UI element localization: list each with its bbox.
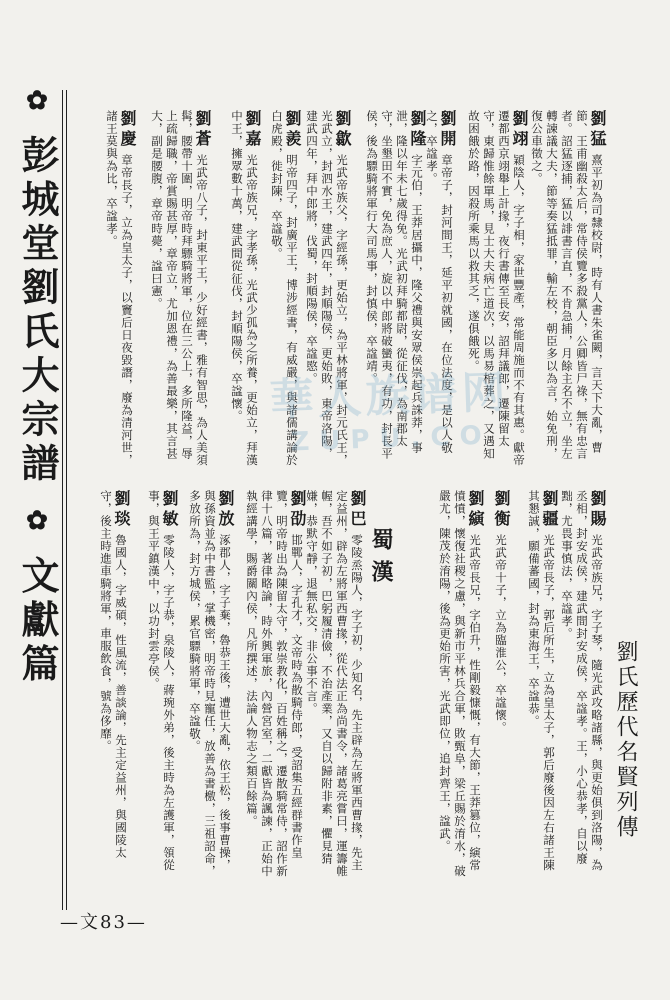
bio-surname: 劉 (243, 110, 262, 130)
bio-text: 章帝長子，立為皇太子，以竇后日夜毀譖，廢為清河世，諸王莫與為比，卒諡孝。 (105, 110, 134, 467)
bio-name: 縯 (466, 510, 485, 534)
bio-liu-yan2 (98, 490, 129, 880)
bio-surname: 劉 (438, 110, 457, 130)
bio-text: 光武帝族父，字經孫，更始立，為平林將軍，封元氏王，光武立，封泗水王，建武四年，封順陽侯，更始敗，東帝洛陽，建武四年，拜中郎將，伐蜀，封順陽侯，卒諡愍。 (305, 110, 349, 467)
bio-text: 穎陰人，字子相，家世豐產，常能周施而不有其惠。獻帝遷都西京翊舉上計掾，夜行書傳至長安，詔拜議郎，遷陳留太守，東歸惟餘單馬，見士大夫病亡道次，以馬易棺葬之，又遇知故困餓於路，因殺所乘馬以救其乏，遂俱餓死。 (467, 110, 526, 467)
bio-text: 光武帝八子，封東平王，少好經書，雅有智思，為人美須髯，腰帶十圍，明帝時拜驃騎將軍，位在三公上，多所隆益，辱上疏歸職，帝賞賜甚厚，章帝立，尤加恩禮，為善最樂，其言甚大，副是腰腹，章帝時薨，諡曰憲。 (150, 110, 209, 467)
page-caption: 劉氏歷代名賢列傳 (613, 640, 638, 840)
bio-text: 魯國人，字威碩，性風流，善談論，先主定益州，與國陵太守，後主時進車騎將軍，車服飲食，號為侈靡。 (99, 490, 128, 859)
bio-surname: 劉 (588, 110, 607, 130)
bio-text: 涿郡人，字子棄，魯恭王後，遭世大亂，依王松，後事曹操，與孫資並為中書監，掌機密，明帝時見寵任，放善為書檄，三祖詔命，多放所為，封方城侯，累官驃騎將軍，卒諡敬。 (188, 490, 232, 878)
bio-surname: 劉 (283, 110, 302, 130)
page-number: —文83— (60, 912, 147, 933)
document-title (14, 86, 60, 688)
bio-text: 光武帝長兄，字伯升，性剛毅慷慨，有大節，王莽篡位，縯常憤憤，懷復社稷之慮，與新市平林兵合軍，敗甄阜，梁丘賜於淯水，破嚴尤，陳茂於淯陽，後為更始所害，光武即位，追封齊王，諡武。 (438, 490, 482, 878)
bio-name: 開 (438, 130, 457, 154)
bio-text: 光武帝族兄，字子琴，隨光武攻略諸縣，與更始俱到洛陽，為丞相，封安成侯，建武間封安成侯，卒諡孝。王，小心恭孝，自以廢黜，尤畏事慎法，卒諡孝。 (560, 490, 604, 872)
bio-name: 翊 (510, 130, 529, 154)
bio-name: 巴 (348, 510, 367, 534)
bio-name: 敏 (160, 510, 179, 534)
bio-liu-heng (493, 490, 509, 880)
bio-name: 放 (216, 510, 235, 534)
flower-ornament-icon: ✿ (22, 86, 52, 116)
bio-liu-min (146, 490, 177, 880)
bio-surname: 劉 (193, 110, 212, 130)
bio-liu-jiang (526, 490, 557, 880)
title-suffix: 文獻篇 (15, 555, 60, 688)
bio-text: 字元伯，王莽居攝中，隆父禮與安眾侯崇起兵誅莽，事泄，隆以年未七歲得免。光武初拜騎都尉，從征伐，為南郡太守，坐墾田不實，免為庶人，旋以中郎將破蠻夷，有功，封長平侯，後為驃騎將軍行大司馬事，封慎侯，卒諡靖。 (365, 110, 424, 460)
watermark (178, 353, 601, 462)
bio-text: 光武帝長子，郭后所生，立為皇太子，郭后廢後因左右諸王陳其懇誠，願備蕃國，封為東海王，卒諡恭。 (527, 490, 556, 872)
bio-surname: 劉 (118, 110, 137, 130)
section-heading-shu-han: 蜀漢 (368, 528, 394, 592)
bio-text: 零陵人，字子恭，泉陵人，蔣琬外弟，後主時為左護軍，領從事，與王平鎮漢中，以功封雲亭侯。 (147, 490, 176, 872)
bio-text: 邯鄲人，字孔才，文帝時為散騎侍郎，受詔集五經群書作皇覽，明帝時出為陳留太守，敦崇教化，百姓稱之，遷散騎常侍，詔作新律十八篇，著律略論，時外興軍旅，內營宮室，二獻皆為諷諫，正始中執經講學，賜爵關內侯，凡所撰述，法論人物志之類百餘篇。 (245, 490, 304, 878)
bio-text: 光武帝十子，立為臨淮公，卒諡懷。 (494, 534, 508, 734)
bio-name: 疆 (540, 510, 559, 534)
bio-surname: 劉 (466, 490, 485, 510)
bio-text: 零陵烝陽人，字子初，少知名，先主辟為左將軍西曹掾，先主定益州，辟為左將軍西曹掾，從代法正為尚書令，諸葛亮嘗曰，運籌帷幄，吾不如子初，巴躬履清儉，不治產業，又自以歸附非素，懼見猜嫌，恭默守靜，退無私交，非公事不言。 (305, 490, 364, 878)
bio-name: 歙 (333, 130, 352, 154)
bio-text: 熹平初為司隸校尉，時有人書朱雀闕，言天下大亂，曹節、王甫幽殺太后，常侍侯覽多殺黨人，公卿皆尸祿，無有忠言者。詔猛逐捕，猛以誹書言直，不肯急捕，月餘主名不立，坐左轉諫議大夫，節等奏猛抵罪，輸左校，朝臣多以為言，始免刑，復公車徵之。 (530, 110, 604, 460)
bio-surname: 劉 (160, 490, 179, 510)
bio-text: 光武帝族兄，字孝孫，光武少孤為之所養，更始立，拜漢中王，擁眾數十萬，建武間從征伐，封順陽侯，卒諡懷。 (230, 110, 259, 467)
bio-surname: 劉 (333, 110, 352, 130)
bio-liu-yan (437, 490, 483, 880)
watermark-main: 華人族谱网 (268, 366, 511, 427)
bio-liu-ba (304, 490, 365, 880)
bio-surname: 劉 (216, 490, 235, 510)
bio-name: 羨 (283, 130, 302, 154)
bio-name: 嘉 (243, 130, 262, 154)
bio-name: 衡 (492, 510, 511, 534)
bio-surname: 劉 (492, 490, 511, 510)
bio-name: 隆 (408, 130, 427, 154)
bio-name: 慶 (118, 130, 137, 154)
bio-text: 章帝子，封河間王，延平初就國，在位法度，是以人敬之，卒諡孝。 (425, 110, 454, 454)
bio-name: 劭 (288, 510, 307, 534)
bio-name: 猛 (588, 130, 607, 154)
title-divider-inner (66, 90, 67, 910)
bio-surname: 劉 (348, 490, 367, 510)
flower-ornament-icon: ✿ (22, 506, 52, 537)
bio-surname: 劉 (540, 490, 559, 510)
bio-name: 賜 (588, 510, 607, 534)
watermark-sub: ZUPU.CO (290, 420, 493, 458)
bio-liu-shao (244, 490, 305, 880)
title-text: 彭城堂劉氏大宗譜 (15, 135, 60, 488)
bio-surname: 劉 (510, 110, 529, 130)
bio-liu-qing (104, 110, 135, 470)
bio-surname: 劉 (288, 490, 307, 510)
bio-text: 明帝四子，封廣平王，博涉經書，有威嚴，與諸儒講論於白虎殿，徙封陳，卒諡敬。 (270, 110, 299, 467)
bio-name: 琰 (112, 510, 131, 534)
bio-surname: 劉 (112, 490, 131, 510)
biography-region (70, 98, 605, 898)
bio-name: 蒼 (193, 130, 212, 154)
title-divider (62, 90, 63, 910)
bio-liu-fang (187, 490, 233, 880)
bio-surname: 劉 (408, 110, 427, 130)
bio-surname: 劉 (588, 490, 607, 510)
bio-liu-ci (559, 490, 605, 880)
